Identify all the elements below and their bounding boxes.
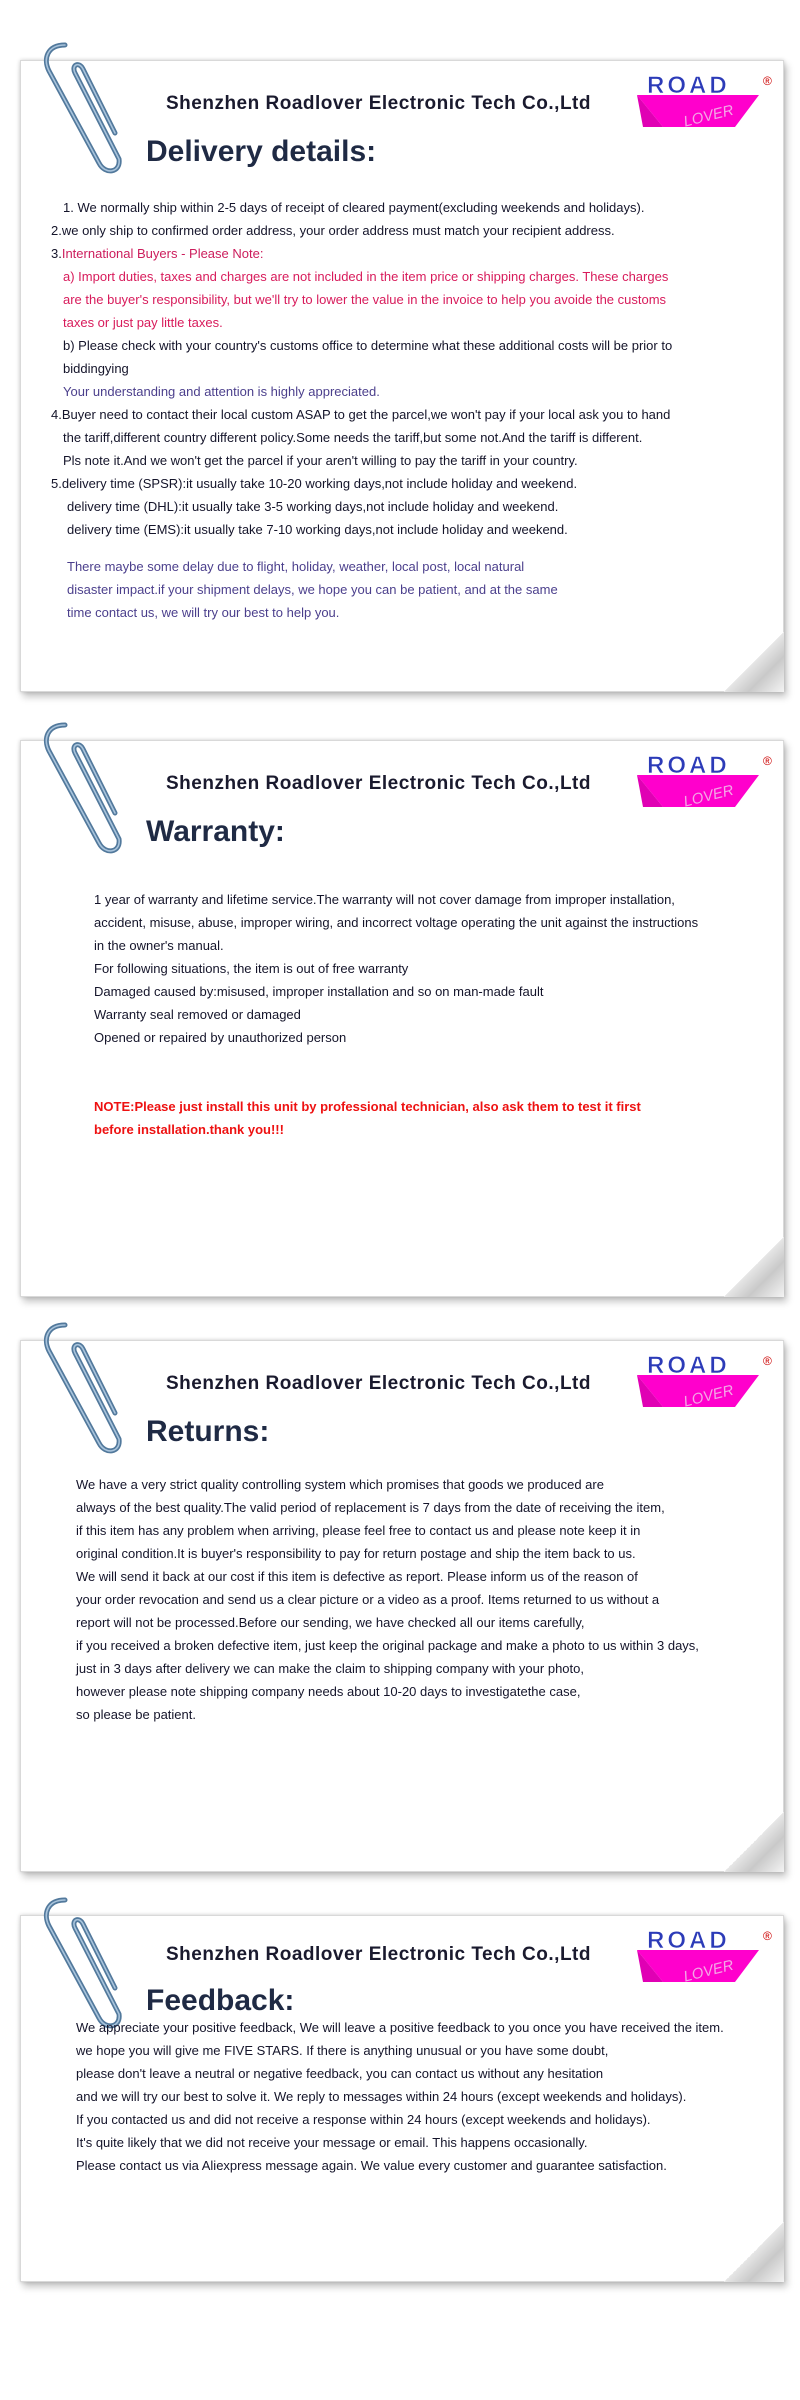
company-name: Shenzhen Roadlover Electronic Tech Co.,Ltd [166, 1373, 591, 1394]
feedback-body [76, 2016, 781, 2177]
page-curl [724, 1237, 784, 1297]
paperclip-icon [35, 1317, 125, 1457]
feedback-line: and we will try our best to solve it. We reply to messages within 24 hours (except weekends and holidays). [76, 2089, 687, 2104]
delivery-line: time contact us, we will try our best to help you. [67, 605, 340, 620]
company-name: Shenzhen Roadlover Electronic Tech Co.,Ltd [166, 1944, 591, 1965]
delivery-line: b) Please check with your country's customs office to determine what these additional costs will be prior to [63, 338, 673, 353]
delivery-line: disaster impact.if your shipment delays, we hope you can be patient, and at the same [67, 582, 558, 597]
logo-lover-text: LOVER [681, 781, 736, 811]
logo-registered-mark: ® [763, 74, 772, 88]
logo-road-text: ROAD [647, 752, 730, 779]
delivery-line: are the buyer's responsibility, but we'll try to lower the value in the invoice to help you avoide the customs [63, 292, 667, 307]
feedback-line: Please contact us via Aliexpress message again. We value every customer and guarantee satisfaction. [76, 2158, 667, 2173]
returns-line: if this item has any problem when arriving, please feel free to contact us and please note keep it in [76, 1523, 641, 1538]
delivery-body [51, 196, 776, 624]
roadlover-logo [635, 1349, 775, 1429]
returns-line: always of the best quality.The valid period of replacement is 7 days from the date of receiving the item, [76, 1500, 665, 1515]
delivery-line: taxes or just pay little taxes. [63, 315, 223, 330]
delivery-line: 2.we only ship to confirmed order address, your order address must match your recipient address. [51, 223, 615, 238]
paperclip-icon [35, 1892, 125, 2032]
delivery-line: a) Import duties, taxes and charges are not included in the item price or shipping charges. These charges [63, 269, 669, 284]
feedback-line: we hope you will give me FIVE STARS. If there is anything unusual or you have some doubt, [76, 2043, 609, 2058]
company-name: Shenzhen Roadlover Electronic Tech Co.,Ltd [166, 93, 591, 114]
returns-line: however please note shipping company needs about 10-20 days to investigatethe case, [76, 1684, 581, 1699]
logo-registered-mark: ® [763, 1354, 772, 1368]
delivery-line-prefix: 3. [51, 246, 62, 261]
warranty-line: accident, misuse, abuse, improper wiring, and incorrect voltage operating the unit against the instructions [94, 915, 699, 930]
feedback-line: It's quite likely that we did not receive your message or email. This happens occasionally. [76, 2135, 588, 2150]
logo-lover-text: LOVER [681, 101, 736, 131]
roadlover-logo [635, 69, 775, 149]
delivery-line: 1. We normally ship within 2-5 days of receipt of cleared payment(excluding weekends and holidays). [63, 200, 645, 215]
logo-road-text: ROAD [647, 1352, 730, 1379]
warranty-note: before installation.thank you!!! [94, 1122, 284, 1137]
warranty-line: 1 year of warranty and lifetime service.The warranty will not cover damage from improper installation, [94, 892, 675, 907]
company-name: Shenzhen Roadlover Electronic Tech Co.,Ltd [166, 773, 591, 794]
delivery-line: delivery time (EMS):it usually take 7-10 working days,not include holiday and weekend. [67, 522, 568, 537]
warranty-line: Opened or repaired by unauthorized person [94, 1030, 347, 1045]
delivery-line: biddingying [63, 361, 129, 376]
section-title-delivery: Delivery details: [146, 135, 377, 168]
roadlover-logo [635, 749, 775, 829]
feedback-card [20, 1915, 784, 2282]
delivery-line: Your understanding and attention is highly appreciated. [63, 384, 380, 399]
returns-line: your order revocation and send us a clear picture or a video as a proof. Items returned to us without a [76, 1592, 660, 1607]
delivery-line: delivery time (DHL):it usually take 3-5 working days,not include holiday and weekend. [67, 499, 559, 514]
warranty-card [20, 740, 784, 1297]
returns-body [76, 1473, 776, 1726]
page-curl [724, 2222, 784, 2282]
section-title-feedback: Feedback: [146, 1984, 295, 2017]
logo-lover-text: LOVER [681, 1956, 736, 1986]
logo-registered-mark: ® [763, 754, 772, 768]
returns-line: just in 3 days after delivery we can make the claim to shipping company with your photo, [76, 1661, 584, 1676]
delivery-line: Pls note it.And we won't get the parcel if your aren't willing to pay the tariff in your country. [63, 453, 578, 468]
section-title-warranty: Warranty: [146, 815, 285, 848]
logo-registered-mark: ® [763, 1929, 772, 1943]
returns-line: if you received a broken defective item, just keep the original package and make a photo to us within 3 days, [76, 1638, 699, 1653]
warranty-line: in the owner's manual. [94, 938, 224, 953]
paperclip-icon [35, 717, 125, 857]
warranty-line: Warranty seal removed or damaged [94, 1007, 301, 1022]
delivery-line-international [51, 242, 776, 265]
delivery-card [20, 60, 784, 692]
returns-line: original condition.It is buyer's responsibility to pay for return postage and ship the item back to us. [76, 1546, 636, 1561]
delivery-line: 5.delivery time (SPSR):it usually take 10-20 working days,not include holiday and weekend. [51, 476, 578, 491]
warranty-body [94, 888, 774, 1141]
returns-card [20, 1340, 784, 1872]
delivery-line: There maybe some delay due to flight, holiday, weather, local post, local natural [67, 559, 525, 574]
warranty-line: Damaged caused by:misused, improper installation and so on man-made fault [94, 984, 544, 999]
returns-line: report will not be processed.Before our sending, we have checked all our items carefully, [76, 1615, 585, 1630]
roadlover-logo [635, 1924, 775, 2004]
page-curl [724, 632, 784, 692]
warranty-line: For following situations, the item is out of free warranty [94, 961, 409, 976]
international-buyers-heading: International Buyers - Please Note: [61, 246, 264, 261]
returns-line: We have a very strict quality controlling system which promises that goods we produced are [76, 1477, 604, 1492]
section-title-returns: Returns: [146, 1415, 270, 1448]
warranty-note: NOTE:Please just install this unit by professional technician, also ask them to test it first [94, 1099, 641, 1114]
feedback-line: please don't leave a neutral or negative feedback, you can contact us without any hesitation [76, 2066, 604, 2081]
page-curl [724, 1812, 784, 1872]
returns-line: We will send it back at our cost if this item is defective as report. Please inform us of the reason of [76, 1569, 638, 1584]
delivery-line: the tariff,different country different policy.Some needs the tariff,but some not.And the tariff is different. [63, 430, 643, 445]
logo-lover-text: LOVER [681, 1381, 736, 1411]
paperclip-icon [35, 37, 125, 177]
logo-road-text: ROAD [647, 1927, 730, 1954]
delivery-line: 4.Buyer need to contact their local custom ASAP to get the parcel,we won't pay if your local ask you to hand [51, 407, 671, 422]
logo-road-text: ROAD [647, 72, 730, 99]
returns-line: so please be patient. [76, 1707, 196, 1722]
feedback-line: We appreciate your positive feedback, We will leave a positive feedback to you once you have received the item. [76, 2020, 724, 2035]
feedback-line: If you contacted us and did not receive a response within 24 hours (except weekends and holidays). [76, 2112, 651, 2127]
